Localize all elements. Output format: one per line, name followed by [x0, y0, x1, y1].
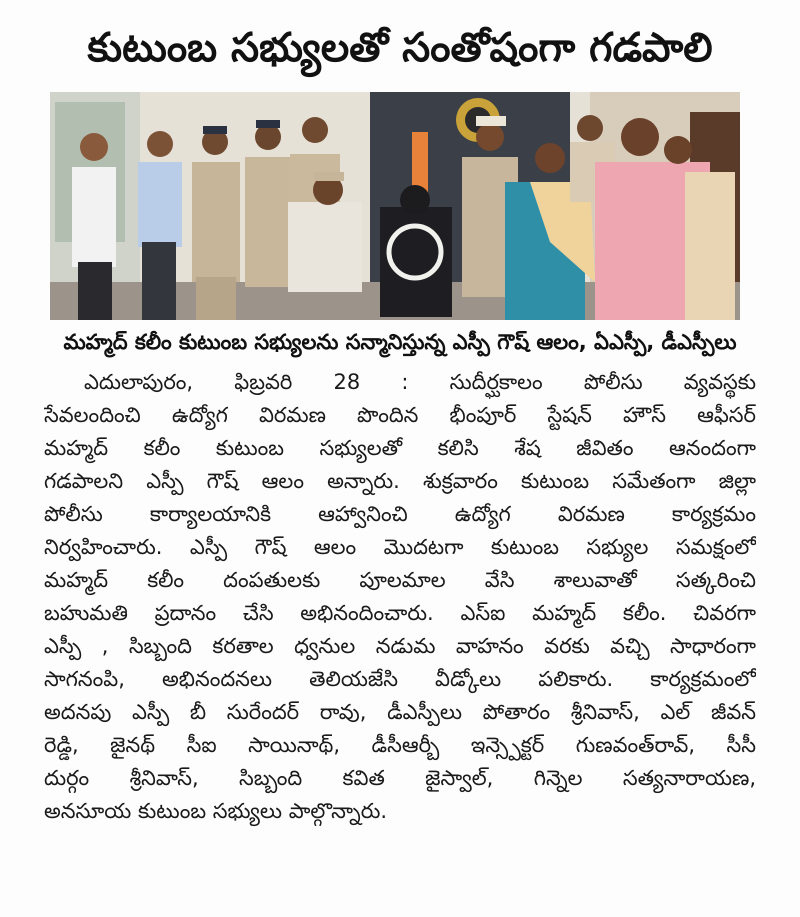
article-line: పోలీసు కార్యాలయానికి ఆహ్వానించి ఉద్యోగ విరమణ కార్యక్రమం: [44, 502, 756, 526]
article-line: నిర్వహించారు. ఎస్పీ గౌష్ ఆలం మొదటగా కుటుంబ సభ్యుల సమక్షంలో: [44, 535, 756, 559]
photo-caption: మహ్మద్ కలీం కుటుంబ సభ్యులను సన్మానిస్తున్న ఎస్పీ గౌష్ ఆలం, ఏఎస్పీ, డీఎస్పీలు: [63, 330, 737, 354]
article-body: [44, 366, 756, 828]
article-line: మహ్మద్ కలీం దంపతులకు పూలమాల వేసి శాలువాతో సత్కరించి: [44, 568, 756, 592]
article-line: మహ్మద్ కలీం కుటుంబ సభ్యులతో కలిసి శేష జీవితం ఆనందంగా: [44, 436, 756, 460]
article-line: దుర్గం శ్రీనివాస్, సిబ్బంది కవిత జైస్వాల్, గిన్నెల సత్యనారాయణ,: [44, 766, 756, 790]
headline: కుటుంబ సభ్యులతో సంతోషంగా గడపాలి: [87, 25, 713, 71]
article-line: సాగనంపి, అభినందనలు తెలియజేసి వీడ్కోలు పలికారు. కార్యక్రమంలో: [44, 667, 756, 691]
article-line: బహుమతి ప్రదానం చేసి అభినందించారు. ఎస్ఐ మహ్మద్ కలీం. చివరగా: [44, 601, 756, 625]
news-photo: [50, 92, 740, 320]
article-line: అదనపు ఎస్పీ బీ సురేందర్ రావు, డీఎస్పీలు పోతారం శ్రీనివాస్, ఎల్ జీవన్: [44, 700, 756, 724]
article-line: గడపాలని ఎస్పీ గౌష్ ఆలం అన్నారు. శుక్రవారం కుటుంబ సమేతంగా జిల్లా: [44, 469, 756, 493]
article-line: ఎదులాపురం, ఫిబ్రవరి 28 : సుదీర్ఘకాలం పోలీసు వ్యవస్థకు: [84, 370, 756, 394]
article-line: అనసూయ కుటుంబ సభ్యులు పాల్గొన్నారు.: [44, 799, 388, 823]
article-line: సేవలందించి ఉద్యోగ విరమణ పొందిన భీంపూర్ స్టేషన్ హౌస్ ఆఫీసర్: [44, 403, 756, 427]
article-line: రెడ్డి, జైనథ్ సీఐ సాయినాథ్, డీసీఆర్బీ ఇన్స్పెక్టర్ గుణవంత్‌రావ్, సీసీ: [44, 733, 756, 757]
article-line: ఎస్పీ , సిబ్బంది కరతాల ధ్వనుల నడుమ వాహనం వరకు వచ్చి సాధారంగా: [44, 634, 756, 658]
